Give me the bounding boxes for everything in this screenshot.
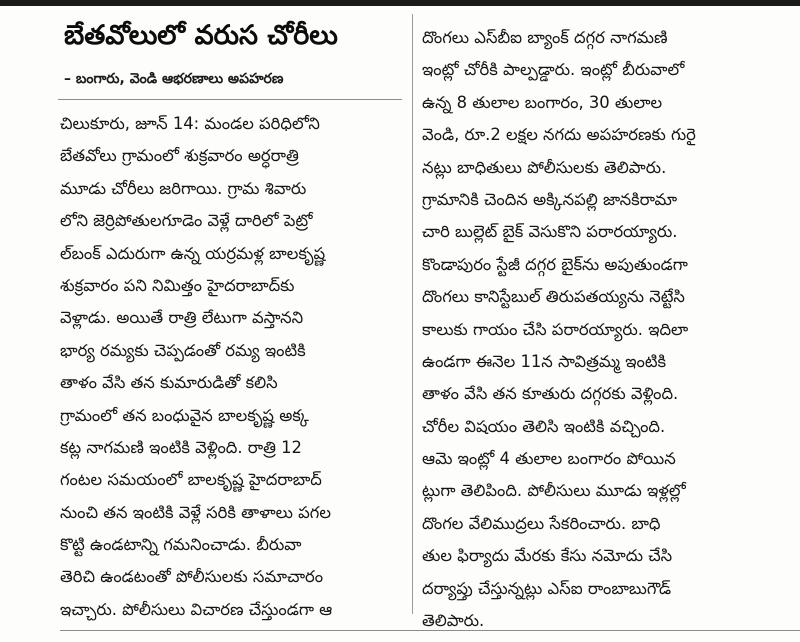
article-text-line: బేతవోలు గ్రామంలో శుక్రవారం అర్ధరాత్రి — [60, 146, 299, 166]
article-text-line: నట్లు బాధితులు పోలీసులకు తెలిపారు. — [422, 157, 667, 177]
article-text-line: నుంచి తన ఇంటికి వెళ్లే సరికి తాళాలు పగల — [60, 502, 331, 522]
article-text-line: కొండాపురం స్టేజీ దగ్గర బైక్‌ను అపుతుండగా — [422, 254, 688, 274]
article-text-line: ఇంట్లో చోరీకి పాల్పడ్డారు. ఇంట్లో బీరువాలో — [422, 60, 685, 80]
article-text-line: కొట్టి ఉండటాన్ని గమనించాడు. బీరువా — [60, 535, 302, 555]
article-text-line: గ్రామంలో తన బంధువైన బాలకృష్ణ అక్క — [60, 405, 309, 425]
article-text-line: భార్య రమ్యకు చెప్పడంతో రమ్య ఇంటికి — [60, 340, 306, 360]
article-text-line: దొంగల వేలిముద్రలు సేకరించారు. బాధి — [422, 513, 661, 533]
top-border-rule — [0, 0, 800, 6]
article-text-line: దొంగలు ఎస్‌బీఐ బ్యాంక్ దగ్గర నాగమణి — [422, 28, 668, 47]
column-divider — [412, 14, 413, 614]
article-text-line: ఉండగా ఈనెల 11న సావిత్రమ్మ ఇంటికి — [422, 351, 667, 371]
article-text-line: తెరిచి ఉండటంతో పోలీసులకు సమాచారం — [60, 567, 324, 587]
article-text-line: శుక్రవారం పని నిమిత్తం హైదరాబాద్‌కు — [60, 275, 295, 295]
article-text-line: చారి బుల్లెట్ బైక్ వెసుకొని పరారయ్యారు. — [422, 222, 678, 242]
right-column — [420, 14, 770, 637]
article-text-line: తాళం వేసి తన కుమారుడితో కలిసి — [60, 373, 278, 393]
article-text-line: చోరీల విషయం తెలిసి ఇంటికి వచ్చింది. — [422, 416, 666, 436]
article-text-line: లోని జెర్రిపోతులగూడెం వెళ్లే దారిలో పెట్రో — [60, 211, 313, 231]
article-headline: బేతవోలులో వరుస చోరీలు — [64, 20, 338, 51]
article-text-line: చిలుకూరు, జూన్ 14: మండల పరిధిలోని — [60, 114, 320, 133]
article-subheadline: – బంగారు, వెండి ఆభరణాలు అపహరణ — [64, 71, 284, 87]
article-text-line: గ్రామానికి చెందిన అక్కినపల్లి జానకిరామా — [422, 189, 678, 209]
article-text-line: దొంగలు కానిస్టేబుల్ తిరుపతయ్యను నెట్టేసి — [422, 287, 685, 307]
article-text-line: వెండి, రూ.2 లక్షల నగదు అపహరణకు గురై — [422, 125, 696, 145]
article-text-line: కట్ల నాగమణి ఇంటికి వెళ్లింది. రాత్రి 12 — [60, 437, 302, 457]
bottom-border-rule — [60, 630, 800, 631]
article-text-line: ఉన్న 8 తులాల బంగారం, 30 తులాల — [422, 92, 663, 112]
article-text-line: ఆమె ఇంట్లో 4 తులాల బంగారం పోయిన — [422, 449, 676, 469]
right-column-body — [420, 22, 770, 637]
article-text-line: గంటల సమయంలో బాలకృష్ణ హైదరాబాద్ — [60, 470, 322, 490]
left-column-body — [58, 108, 398, 626]
article-text-line: ఇచ్చారు. పోలీసులు విచారణ చేస్తుండగా ఆ — [60, 599, 333, 619]
article-text-line: తాళం వేసి తన కూతురు దగ్గరకు వెళ్లింది. — [422, 384, 679, 404]
headline-divider — [58, 99, 402, 100]
article-text-line: దర్యాప్తు చేస్తున్నట్లు ఎస్‌ఐ రాంబాబుగౌడ్ — [422, 578, 672, 598]
article-text-line: తుల ఫిర్యాదు మేరకు కేసు నమోదు చేసి — [422, 546, 673, 566]
article-text-line: ల్‌బంక్ ఎదురుగా ఉన్న యర్రమళ్ల బాలకృష్ణ — [60, 243, 326, 263]
article-text-line: మూడు చోరీలు జరిగాయి. గ్రామ శివారు — [60, 178, 307, 198]
left-column — [58, 12, 398, 626]
article-text-line: ట్లుగా తెలిపింది. పోలీసులు మూడు ఇళ్లల్లో — [422, 481, 686, 501]
article-text-line: వెళ్లాడు. అయితే రాత్రి లేటుగా వస్తానని — [60, 308, 304, 328]
article-text-line: కాలుకు గాయం చేసి పరారయ్యారు. ఇదిలా — [422, 319, 689, 339]
article-text-line: తెలిపారు. — [422, 611, 485, 631]
